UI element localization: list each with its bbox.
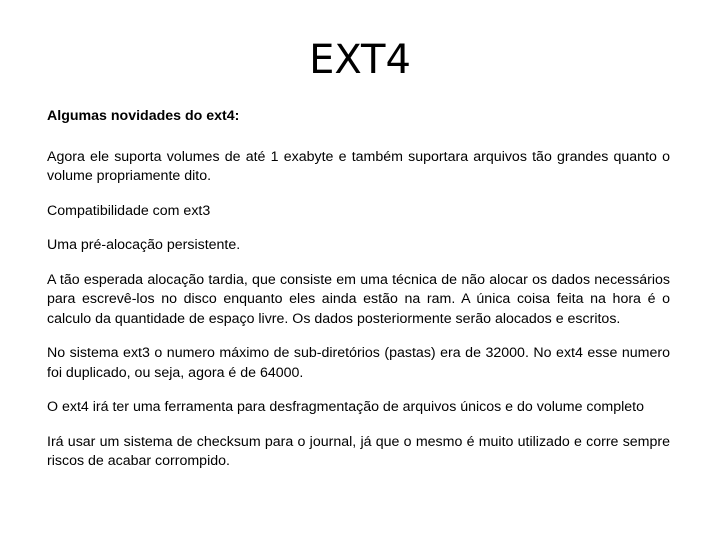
paragraph-defragmentation: O ext4 irá ter uma ferramenta para desfragmentação de arquivos únicos e do volume completo [47, 399, 644, 415]
paragraph-subdirectories: No sistema ext3 o numero máximo de sub-diretórios (pastas) era de 32000. No ext4 esse numero foi duplicado, ou seja, agora é de 64000. [47, 345, 670, 381]
paragraph-ext3-compat: Compatibilidade com ext3 [47, 202, 211, 219]
paragraph-volume-size: Agora ele suporta volumes de até 1 exabyte e também suportara arquivos tão grandes quanto o volume propriamente dito. [47, 148, 670, 184]
paragraph-journal-checksum: Irá usar um sistema de checksum para o journal, já que o mesmo é muito utilizado e corre sempre riscos de acabar corrompido. [47, 433, 670, 469]
slide-title-text: EXT4 [309, 37, 411, 83]
slide-title [0, 34, 720, 86]
intro-heading: Algumas novidades do ext4: [47, 108, 240, 124]
paragraph-preallocation: Uma pré-alocação persistente. [47, 237, 241, 253]
slide-body [47, 107, 670, 472]
paragraph-delayed-allocation: A tão esperada alocação tardia, que consiste em uma técnica de não alocar os dados necessários para escrevê-los no disco enquanto eles ainda estão na ram. A única coisa feita na hora é o calculo da quantidade de espaço livre. Os dados posteriormente serão alocados e escritos. [47, 271, 670, 327]
